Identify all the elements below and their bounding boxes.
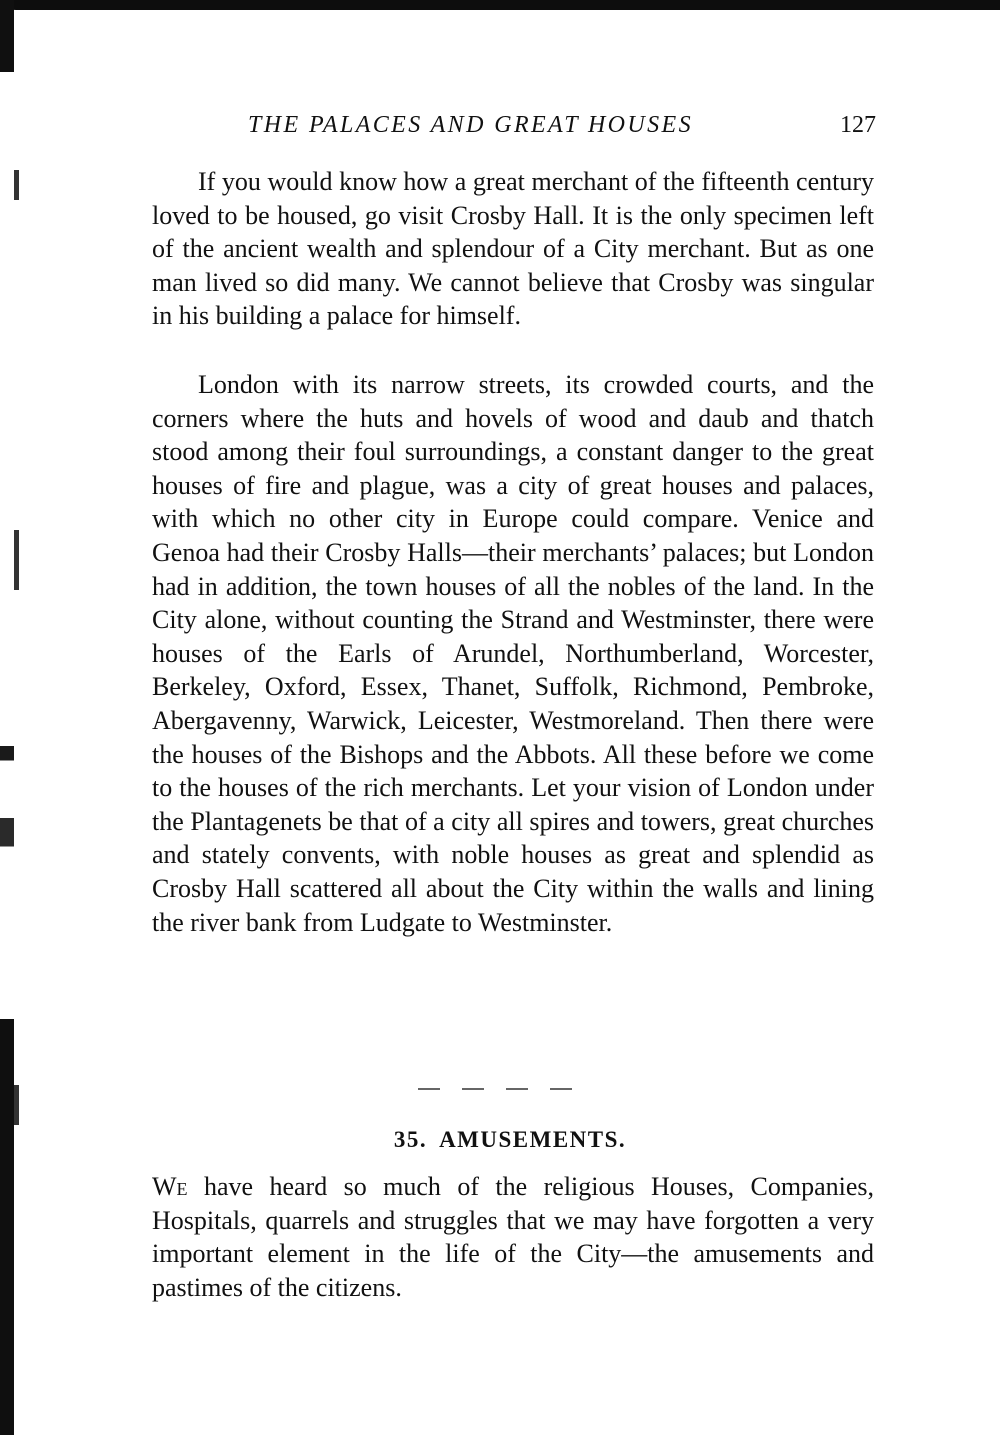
scan-speck [14, 170, 19, 200]
section-separator [418, 1088, 590, 1090]
scan-speck [14, 1085, 19, 1125]
scan-left-edge [0, 0, 14, 1435]
scan-speck [14, 530, 19, 590]
paragraph: If you would know how a great merchant of the fifteenth century loved to be housed, go visit Crosby Hall. It is the only specimen left of the ancient wealth and splendour of a City merchant. But as one man lived so did many. We cannot believe that Crosby was singular in his building a palace for himself. [152, 167, 874, 331]
section-text: have heard so much of the religious Houses, Companies, Hospitals, quarrels and struggles that we may have forgotten a very important element in the life of the City—the amusements and pastimes of the citizens. [152, 1172, 874, 1302]
paragraph: London with its narrow streets, its crowded courts, and the corners where the huts and hovels of wood and daub and thatch stood among their foul surroundings, a constant danger to the great houses of fire and plague, was a city of great houses and palaces, with which no other city in Europe could compare. Venice and Genoa had their Crosby Halls—their merchants’ palaces; but London had in addition, the town houses of all the nobles of the land. In the City alone, without counting the Strand and Westminster, there were houses of the Earls of Arundel, Northumberland, Worcester, Berkeley, Oxford, Essex, Thanet, Suffolk, Richmond, Pembroke, Abergavenny, Warwick, Leicester, Westmoreland. Then there were the houses of the Bishops and the Abbots. All these before we come to the houses of the rich merchants. Let your vision of London under the Plantagenets be that of a city all spires and towers, great churches and stately convents, with noble houses as great and splendid as Crosby Hall scattered all about the City within the walls and lining the river bank from Ludgate to Westminster. [152, 370, 874, 937]
running-head [152, 112, 878, 146]
section-title: AMUSEMENTS. [439, 1127, 627, 1152]
section-heading [0, 1127, 1000, 1153]
section-paragraph [152, 1170, 874, 1304]
opening-word: We [152, 1172, 188, 1201]
running-head-title: THE PALACES AND GREAT HOUSES [248, 112, 694, 138]
section-number: 35. [393, 1127, 428, 1152]
scan-top-edge [6, 0, 1000, 10]
page-number: 127 [840, 112, 876, 138]
